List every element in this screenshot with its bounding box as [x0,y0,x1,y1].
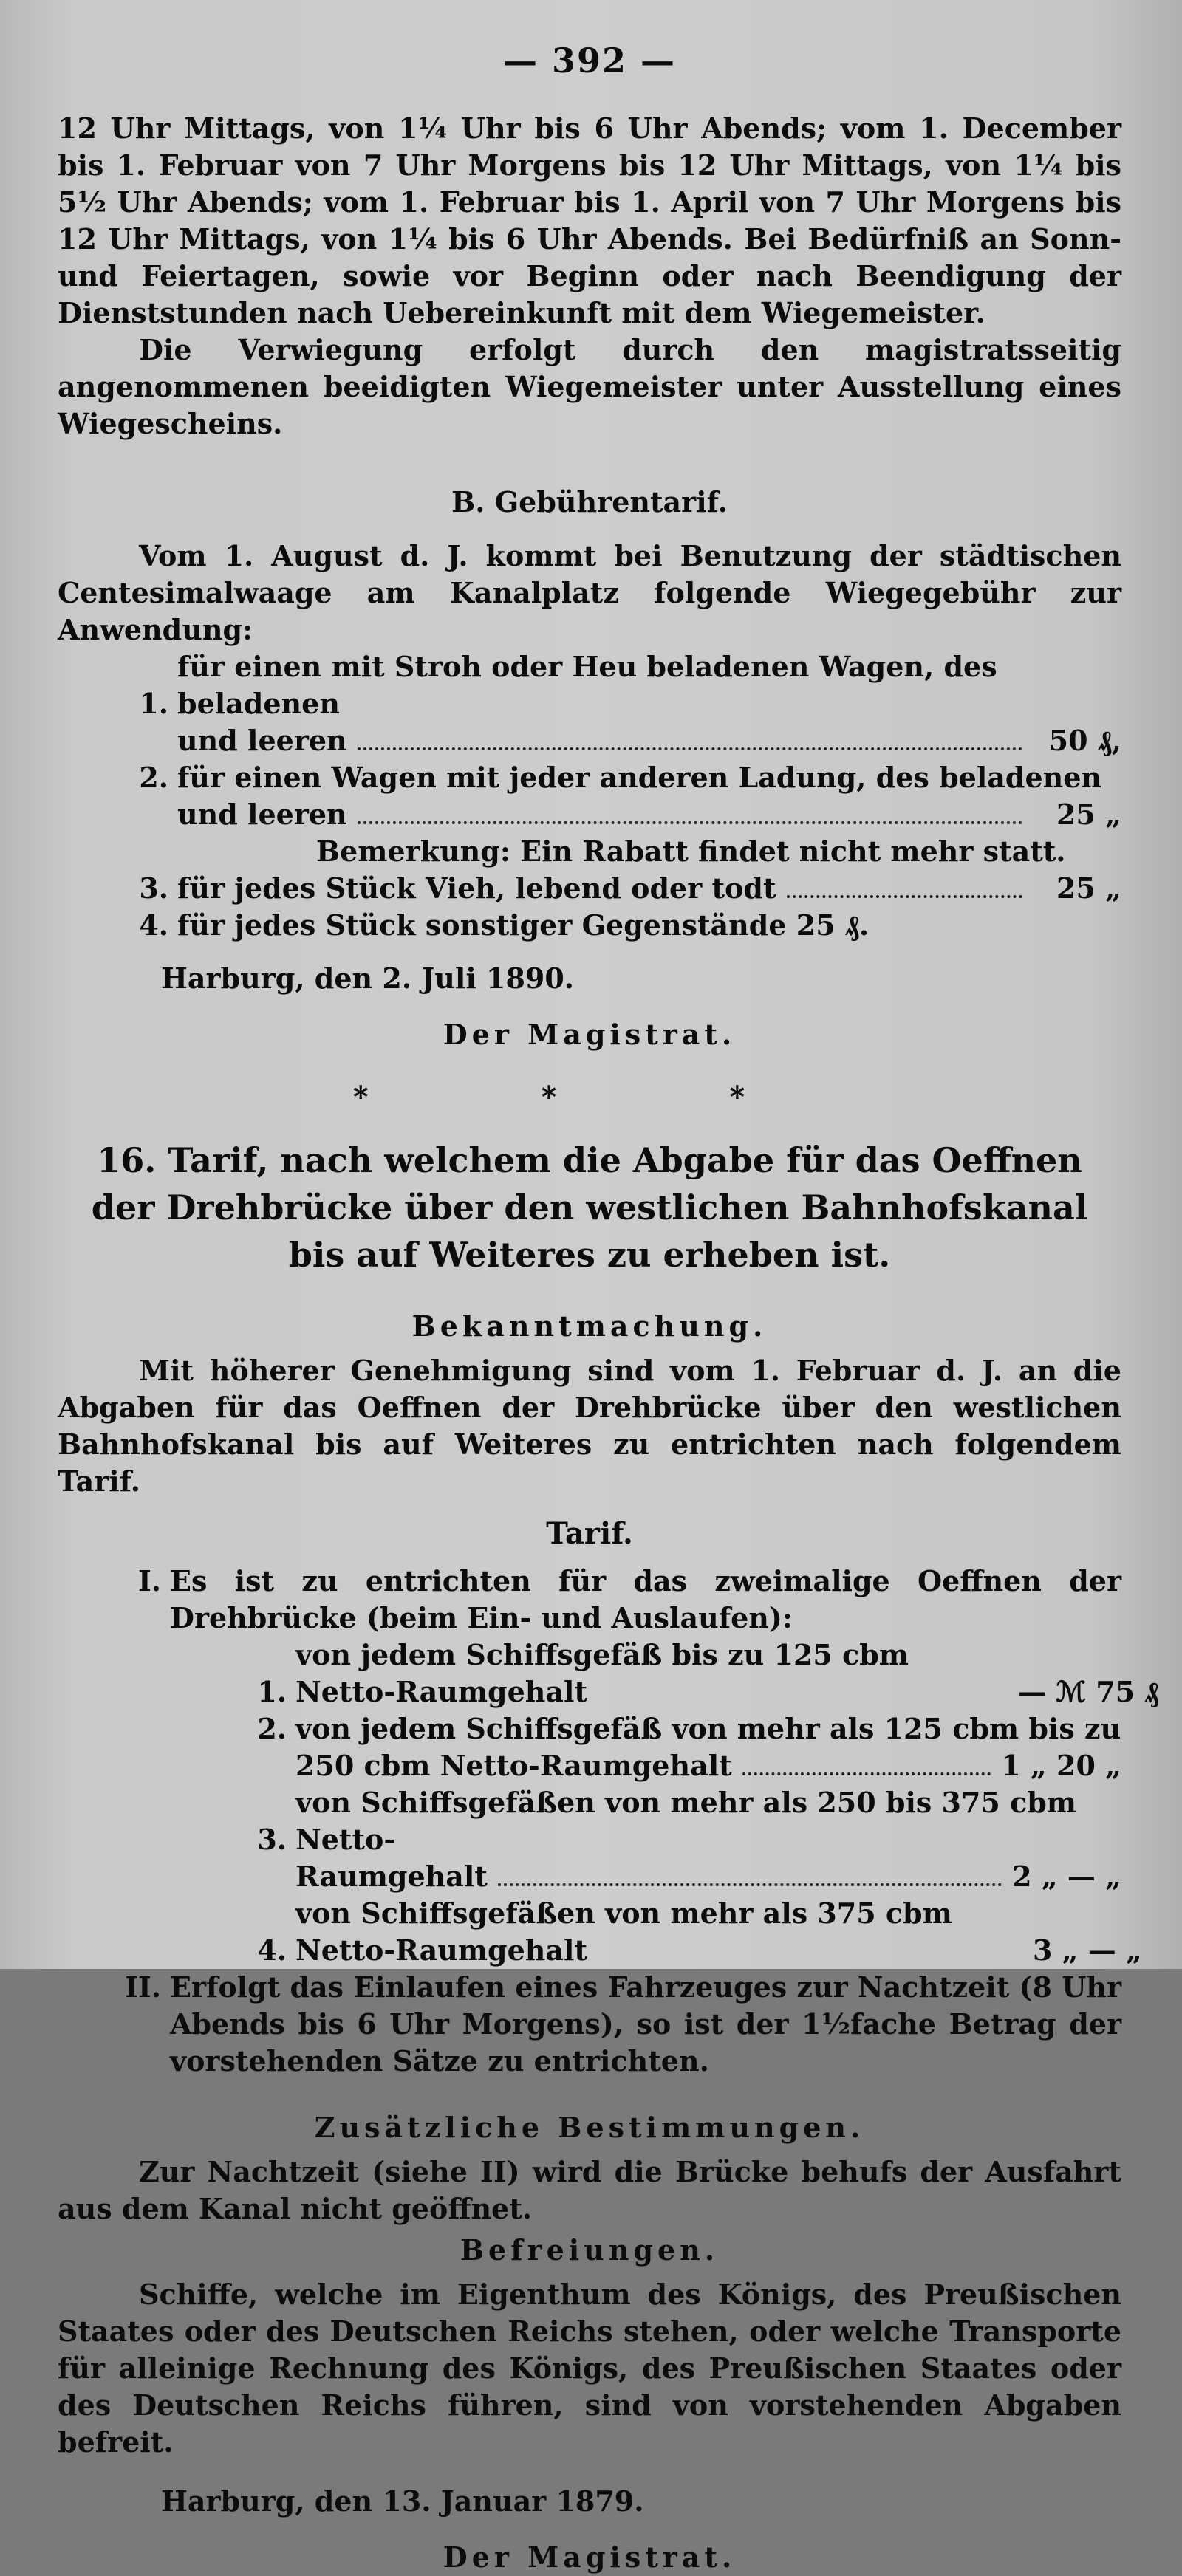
leader-dots [358,821,1022,824]
tarif-section-ii [58,1969,1121,2080]
tarif-item-2 [58,1710,1121,1747]
remark: Bemerkung: Ein Rabatt findet nicht mehr statt. [316,835,1066,868]
tarif-section-i [58,1563,1121,1637]
section-16-heading: 16. Tarif, nach welchem die Abgabe für das Oeffnen der Drehbrücke über den westlichen Bahnhofskanal bis auf Weiteres zu erheben ist. [91,1140,1088,1275]
fee-item-text-cont: und leeren [177,724,347,757]
tarif-item-3 [58,1784,1121,1858]
roman-numeral: II. [125,1970,161,2004]
fee-item-number: 3. [139,871,168,905]
tarif-section-text: Erfolgt das Einlaufen eines Fahrzeuges zur Nachtzeit (8 Uhr Abends bis 6 Uhr Morgens), so ist der 1½fache Betrag der vorstehenden Sätze zu entrichten. [170,1970,1121,2077]
fee-amount: 25 „ [1056,798,1121,831]
tarif-amount: 1 „ 20 „ [1001,1749,1121,1782]
tarif-section-text: Es ist zu entrichten für das zweimalige Oeffnen der Drehbrücke (beim Ein- und Auslaufen): [170,1564,1121,1634]
tarif-item-text: von jedem Schiffsgefäß von mehr als 125 cbm bis zu [296,1712,1121,1745]
announcement-text: Mit höherer Genehmigung sind vom 1. Februar d. J. an die Abgaben für das Oeffnen der Drehbrücke über den westlichen Bahnhofskanal bis auf Weiteres zu entrichten nach folgendem Tarif. [58,1354,1121,1498]
exemptions-heading: Befreiungen. [460,2233,720,2267]
signature: Der Magistrat. [443,1018,737,1051]
fee-amount: 50 ₰, [1048,724,1121,757]
section-b-heading: B. Gebührentarif. [451,485,728,518]
fee-item-1-continuation [58,722,1121,759]
leader-dots [787,895,1022,898]
separator-stars: * * * [352,1080,827,1114]
tarif-item-text: von Schiffsgefäßen von mehr als 250 bis 375 cbm Netto- [296,1786,1077,1856]
place-date: Harburg, den 2. Juli 1890. [161,962,574,995]
page-content [58,41,1159,2576]
tarif-item-text: von Schiffsgefäßen von mehr als 375 cbm Netto-Raumgehalt [296,1897,952,1967]
tarif-item-text: von jedem Schiffsgefäß bis zu 125 cbm Netto-Raumgehalt [296,1638,909,1708]
tarif-item-number: 4. [257,1933,287,1967]
tarif-item-2-continuation [58,1747,1121,1784]
tarif-item-number: 2. [257,1712,287,1745]
tarif-item-number: 3. [257,1823,287,1856]
fee-item-number: 2. [139,761,168,794]
fee-item-4 [58,907,1121,944]
fee-item-text-cont: und leeren [177,798,347,831]
fee-item-2 [58,759,1121,796]
fee-item-text: für jedes Stück sonstiger Gegenstände 25 ₰. [177,908,870,942]
signature: Der Magistrat. [443,2541,737,2574]
fee-item-2-continuation [58,796,1121,833]
leader-dots [358,747,1022,750]
place-date: Harburg, den 13. Januar 1879. [161,2484,644,2518]
tarif-item-text-cont: Raumgehalt [296,1860,488,1893]
leader-dots [498,1883,1002,1886]
exemptions-text: Schiffe, welche im Eigenthum des Königs, des Preußischen Staates oder des Deutschen Reichs stehen, oder welche Transporte für alleinige Rechnung des Königs, des Preußischen Staates oder des Deutschen Reichs führen, sind von vorstehenden Abgaben befreit. [58,2278,1121,2459]
fee-item-text: für einen mit Stroh oder Heu beladenen Wagen, des beladenen [177,650,997,720]
tarif-amount: — ℳ 75 ₰ [1018,1675,1159,1708]
tarif-amount: 2 „ — „ [1012,1860,1121,1893]
tarif-item-text-cont: 250 cbm Netto-Raumgehalt [296,1749,732,1782]
tarif-item-1 [58,1637,1159,1710]
intro-paragraph-2: Die Verwiegung erfolgt durch den magistratsseitig angenommenen beeidigten Wiegemeister unter Ausstellung eines Wiegescheins. [58,333,1121,440]
fee-item-text: für einen Wagen mit jeder anderen Ladung, des beladenen [177,761,1102,794]
tarif-item-3-continuation [58,1858,1121,1895]
tarif-item-4 [58,1895,1142,1969]
section-b-intro: Vom 1. August d. J. kommt bei Benutzung der städtischen Centesimalwaage am Kanalplatz folgende Wiegegebühr zur Anwendung: [58,539,1121,646]
tarif-item-number: 1. [257,1675,287,1708]
fee-item-text: für jedes Stück Vieh, lebend oder todt [177,871,776,905]
announcement-heading: Bekanntmachung. [411,1309,768,1343]
page-number: — 392 — [502,41,677,80]
fee-item-number: 1. [139,687,168,720]
roman-numeral: I. [137,1564,161,1597]
additional-provisions-heading: Zusätzliche Bestimmungen. [314,2111,865,2144]
fee-amount: 25 „ [1056,871,1121,905]
fee-item-3 [58,870,1121,907]
intro-paragraph-1: 12 Uhr Mittags, von 1¼ Uhr bis 6 Uhr Abends; vom 1. December bis 1. Februar von 7 Uhr Morgens bis 12 Uhr Mittags, von 1¼ bis 5½ Uhr Abends; vom 1. Februar bis 1. April von 7 Uhr Morgens bis 12 Uhr Mittags, von 1¼ bis 6 Uhr Abends. Bei Bedürfniß an Sonn- und Feiertagen, sowie vor Beginn oder nach Beendigung der Dienststunden nach Uebereinkunft mit dem Wiegemeister. [58,112,1121,329]
fee-item-number: 4. [139,908,168,942]
fee-item-1 [58,648,1121,722]
additional-provisions-text: Zur Nachtzeit (siehe II) wird die Brücke behufs der Ausfahrt aus dem Kanal nicht geöffnet. [58,2155,1121,2225]
tarif-amount: 3 „ — „ [1033,1933,1142,1967]
tarif-heading: Tarif. [546,1516,633,1551]
leader-dots [742,1772,991,1775]
